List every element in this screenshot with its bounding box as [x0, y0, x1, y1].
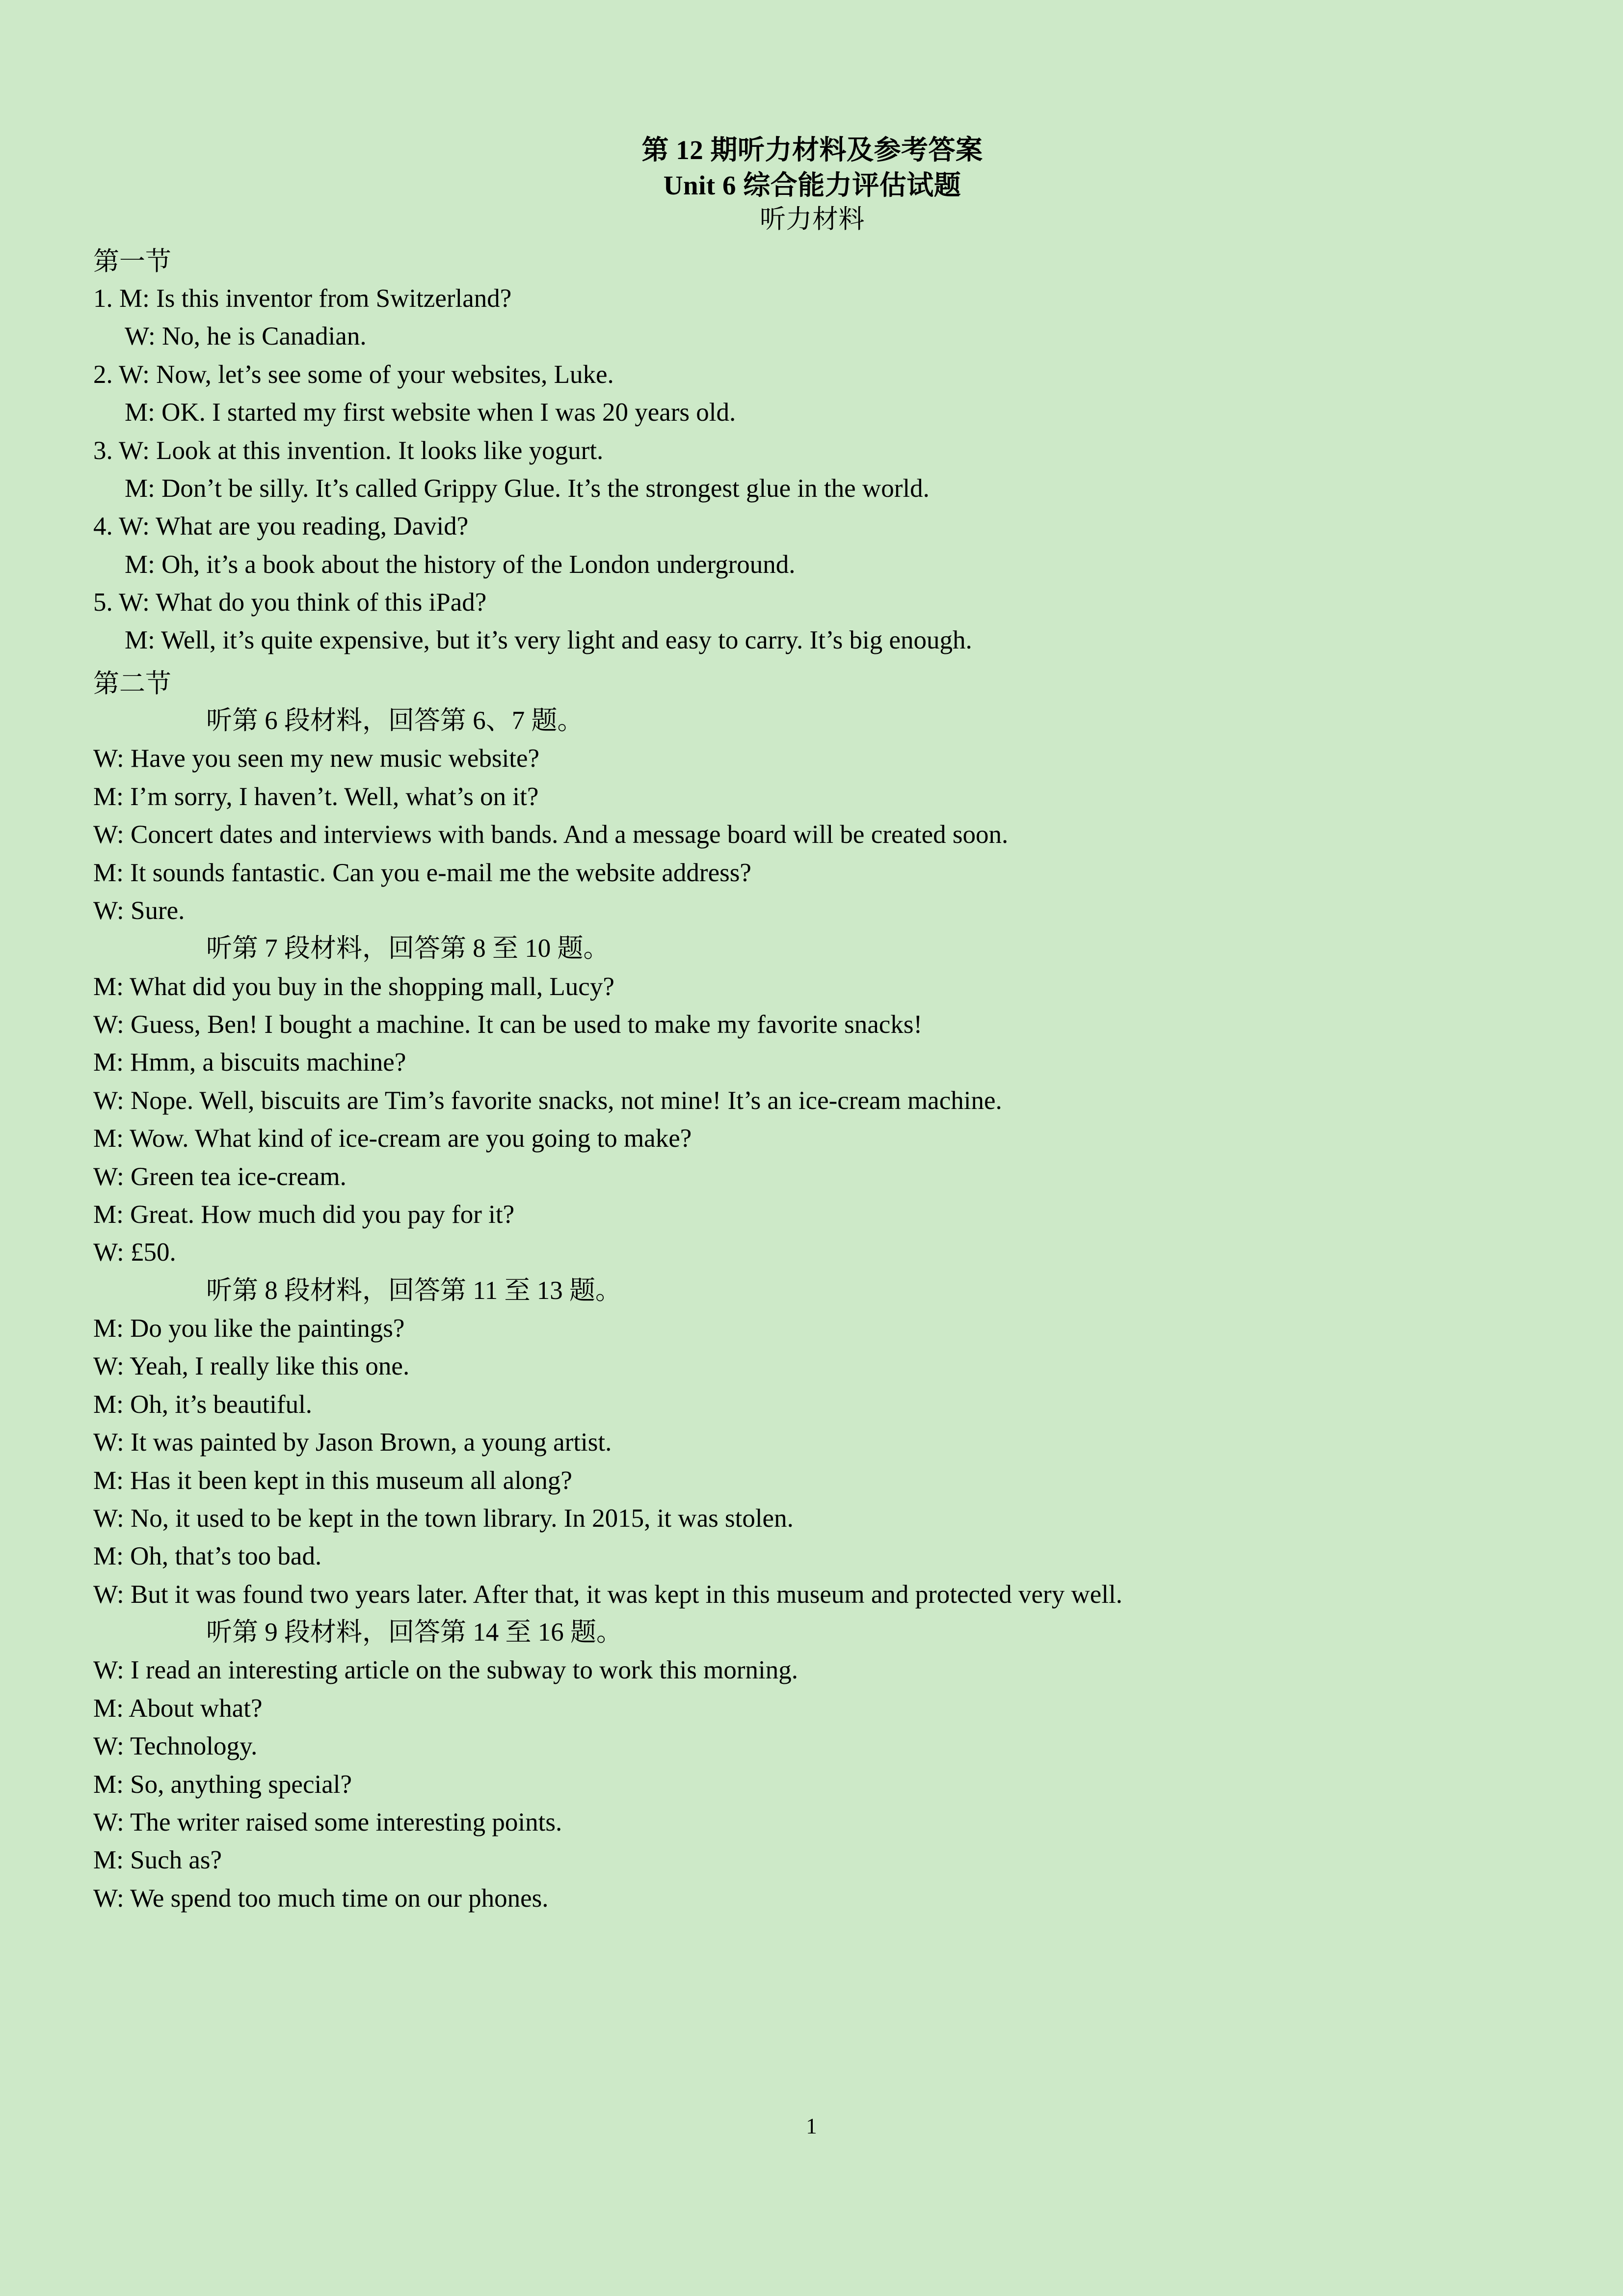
dialogue-line: M: Such as? — [93, 1846, 222, 1875]
part-two-lines — [93, 702, 1531, 1918]
listening-note: 听第 7 段材料，回答第 8 至 10 题。 — [206, 934, 610, 963]
dialogue-line: W: The writer raised some interesting points. — [93, 1808, 562, 1837]
dialogue-line: M: Has it been kept in this museum all along? — [93, 1466, 572, 1495]
listening-note: 听第 9 段材料，回答第 14 至 16 题。 — [206, 1618, 622, 1647]
dialogue-line: 5. W: What do you think of this iPad? — [93, 588, 487, 617]
dialogue-line: 1. M: Is this inventor from Switzerland? — [93, 284, 512, 313]
document-title-block — [93, 133, 1531, 237]
dialogue-line: M: I’m sorry, I haven’t. Well, what’s on it? — [93, 782, 539, 811]
dialogue-line: M: Great. How much did you pay for it? — [93, 1200, 515, 1229]
dialogue-line: M: Don’t be silly. It’s called Grippy Glue. It’s the strongest glue in the world. — [125, 474, 930, 503]
dialogue-line: W: No, it used to be kept in the town library. In 2015, it was stolen. — [93, 1504, 794, 1533]
dialogue-line: M: OK. I started my first website when I was 20 years old. — [125, 398, 736, 427]
dialogue-line: W: It was painted by Jason Brown, a young artist. — [93, 1428, 612, 1457]
dialogue-line: W: But it was found two years later. After that, it was kept in this museum and protected very well. — [93, 1580, 1122, 1609]
dialogue-line: M: About what? — [93, 1694, 263, 1723]
listening-note: 听第 6 段材料，回答第 6、7 题。 — [206, 706, 584, 735]
dialogue-line: M: Well, it’s quite expensive, but it’s very light and easy to carry. It’s big enough. — [125, 626, 972, 655]
dialogue-line: W: Guess, Ben! I bought a machine. It can be used to make my favorite snacks! — [93, 1010, 923, 1039]
dialogue-line: M: Wow. What kind of ice-cream are you going to make? — [93, 1124, 692, 1153]
dialogue-line: M: Oh, it’s a book about the history of the London underground. — [125, 550, 796, 579]
listening-note: 听第 8 段材料，回答第 11 至 13 题。 — [206, 1276, 622, 1305]
dialogue-line: M: What did you buy in the shopping mall, Lucy? — [93, 972, 614, 1001]
dialogue-line: W: Have you seen my new music website? — [93, 744, 540, 773]
dialogue-line: W: £50. — [93, 1238, 176, 1267]
dialogue-line: 3. W: Look at this invention. It looks like yogurt. — [93, 436, 604, 465]
dialogue-line: W: No, he is Canadian. — [125, 322, 367, 351]
dialogue-line: W: Technology. — [93, 1732, 258, 1761]
page-number: 1 — [806, 2114, 817, 2138]
dialogue-line: W: I read an interesting article on the subway to work this morning. — [93, 1656, 798, 1685]
dialogue-line: M: So, anything special? — [93, 1770, 352, 1799]
dialogue-line: M: Hmm, a biscuits machine? — [93, 1048, 406, 1077]
dialogue-line: 2. W: Now, let’s see some of your websites, Luke. — [93, 360, 614, 389]
unit-title: Unit 6 综合能力评估试题 — [663, 170, 961, 200]
dialogue-line: M: Oh, it’s beautiful. — [93, 1390, 313, 1419]
dialogue-line: 4. W: What are you reading, David? — [93, 512, 469, 541]
dialogue-line: M: Oh, that’s too bad. — [93, 1542, 322, 1571]
section-two-label: 第二节 — [93, 669, 171, 698]
section-one-label: 第一节 — [93, 247, 171, 276]
page-title: 第 12 期听力材料及参考答案 — [641, 135, 983, 165]
document-content — [93, 133, 1531, 1918]
dialogue-line: W: Concert dates and interviews with bands. And a message board will be created soon. — [93, 820, 1009, 849]
dialogue-line: M: Do you like the paintings? — [93, 1314, 405, 1343]
subtitle: 听力材料 — [760, 205, 865, 234]
dialogue-line: M: It sounds fantastic. Can you e-mail me the website address? — [93, 858, 751, 887]
dialogue-line: W: Nope. Well, biscuits are Tim’s favorite snacks, not mine! It’s an ice-cream machine. — [93, 1086, 1002, 1115]
dialogue-line: W: Yeah, I really like this one. — [93, 1352, 410, 1381]
dialogue-line: W: We spend too much time on our phones. — [93, 1884, 549, 1913]
part-one-lines — [93, 280, 1531, 660]
dialogue-line: W: Green tea ice-cream. — [93, 1162, 346, 1191]
dialogue-line: W: Sure. — [93, 896, 185, 925]
